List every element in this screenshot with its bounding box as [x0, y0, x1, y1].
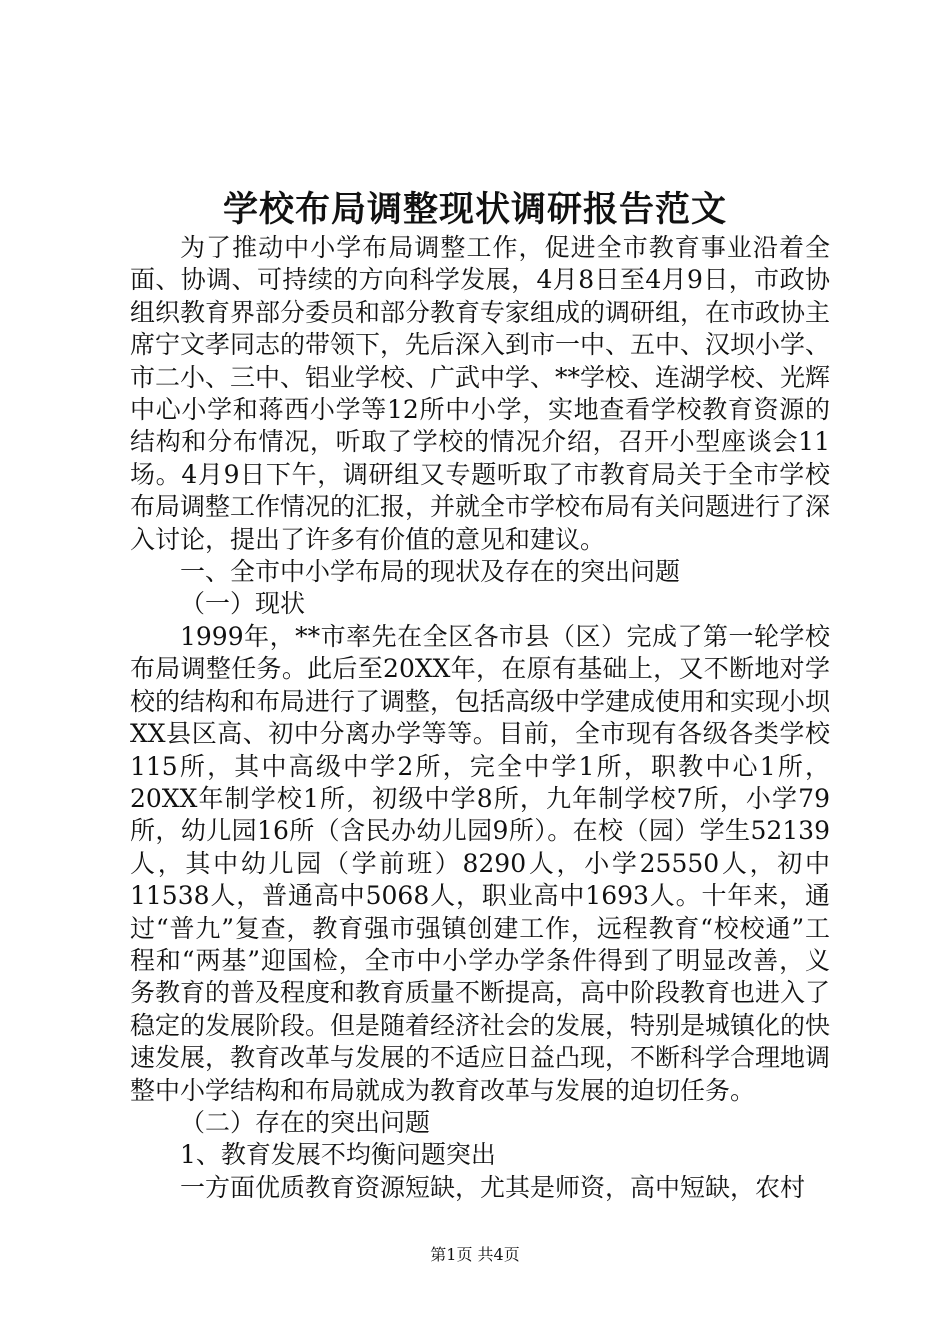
- intro-paragraph: 为了推动中小学布局调整工作，促进全市教育事业沿着全面、协调、可持续的方向科学发展，4月8日至4月9日，市政协组织教育界部分委员和部分教育专家组成的调研组，在市政协主席宁文孝同志的带领下，先后深入到市一中、五中、汉坝小学、市二小、三中、铝业学校、广武中学、**学校、连湖学校、光辉中心小学和蒋西小学等12所中小学，实地查看学校教育资源的结构和分布情况，听取了学校的情况介绍，召开小型座谈会11场。4月9日下午，调研组又专题听取了市教育局关于全市学校布局调整工作情况的汇报，并就全市学校布局有关问题进行了深入讨论，提出了许多有价值的意见和建议。: [130, 233, 831, 554]
- document-body: [130, 232, 830, 1204]
- problem-item-heading: 1、教育发展不均衡问题突出: [180, 1140, 496, 1170]
- subsection-heading-problems: （二）存在的突出问题: [180, 1107, 431, 1137]
- subsection-heading-status: （一）现状: [180, 589, 306, 619]
- status-paragraph: 1999年，**市率先在全区各市县（区）完成了第一轮学校布局调整任务。此后至20XX年，在原有基础上，又不断地对学校的结构和布局进行了调整，包括高级中学建成使用和实现小坝XX县区高、初中分离办学等等。目前，全市现有各级各类学校115所，其中高级中学2所，完全中学1所，职教中心1所，20XX年制学校1所，初级中学8所，九年制学校7所，小学79所，幼儿园16所（含民办幼儿园9所）。在校（园）学生52139人，其中幼儿园（学前班）8290人，小学25550人，初中11538人，普通高中5068人，职业高中1693人。十年来，通过“普九”复查，教育强市强镇创建工作，远程教育“校校通”工程和“两基”迎国检，全市中小学办学条件得到了明显改善，义务教育的普及程度和教育质量不断提高，高中阶段教育也进入了稳定的发展阶段。但是随着经济社会的发展，特别是城镇化的快速发展，教育改革与发展的不适应日益凸现，不断科学合理地调整中小学结构和布局就成为教育改革与发展的迫切任务。: [130, 621, 831, 1105]
- document-title: 学校布局调整现状调研报告范文: [222, 189, 727, 230]
- page-footer: 第1页 共4页: [430, 1245, 520, 1264]
- section-heading: 一、全市中小学布局的现状及存在的突出问题: [180, 557, 681, 587]
- problem-paragraph: 一方面优质教育资源短缺，尤其是师资，高中短缺，农村: [180, 1172, 806, 1202]
